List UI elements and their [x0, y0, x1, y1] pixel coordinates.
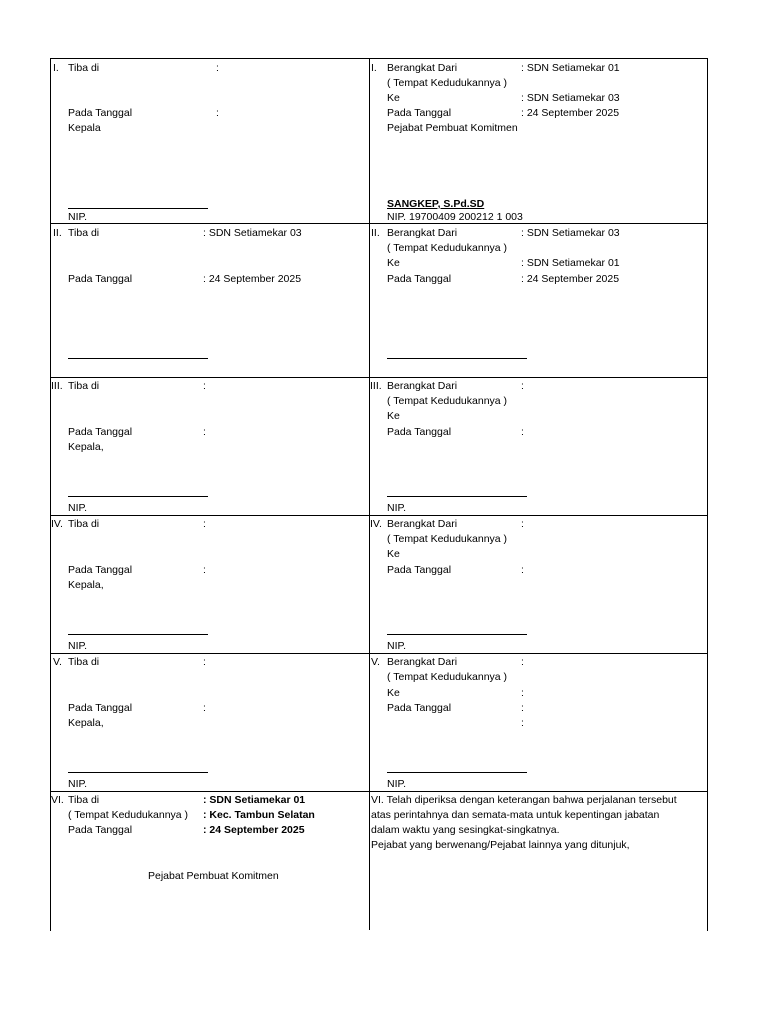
- s5-right-nip: NIP.: [387, 778, 407, 790]
- s4-from-label: Berangkat Dari: [387, 518, 458, 530]
- s4-right-signature-line: [387, 634, 527, 635]
- s4-date-colon: :: [203, 564, 206, 576]
- s5-date-label: Pada Tanggal: [68, 702, 133, 714]
- s1-right-number: I.: [371, 62, 377, 74]
- s5-right-signature-line: [387, 772, 527, 773]
- s3-to-label: Ke: [387, 410, 400, 422]
- s4-arrive-colon: :: [203, 518, 206, 530]
- s2-right-signature-line: [387, 358, 527, 359]
- s6-verification-line-3: dalam waktu yang sesingkat-singkatnya.: [371, 824, 560, 836]
- s3-date-label: Pada Tanggal: [68, 426, 133, 438]
- s2-seat-label: ( Tempat Kedudukannya ): [387, 242, 508, 254]
- s5-left-nip: NIP.: [68, 778, 88, 790]
- s4-right-date-label: Pada Tanggal: [387, 564, 452, 576]
- s1-right-date-label: Pada Tanggal: [387, 107, 452, 119]
- s4-right-nip: NIP.: [387, 640, 407, 652]
- s4-arrive-label: Tiba di: [68, 518, 100, 530]
- s3-left-nip: NIP.: [68, 502, 88, 514]
- s1-left-nip: NIP.: [68, 211, 88, 223]
- s2-arrive-label: Tiba di: [68, 227, 100, 239]
- s5-from-colon: :: [521, 656, 524, 668]
- s2-from-value: : SDN Setiamekar 03: [521, 227, 620, 239]
- s6-verification-line-4: Pejabat yang berwenang/Pejabat lainnya yang ditunjuk,: [371, 839, 630, 851]
- s6-arrive-label: Tiba di: [68, 794, 100, 806]
- s1-signer-name: SANGKEP, S.Pd.SD: [387, 198, 485, 210]
- s2-right-number: II.: [371, 227, 380, 239]
- s4-from-colon: :: [521, 518, 524, 530]
- s3-from-colon: :: [521, 380, 524, 392]
- s3-head-label: Kepala,: [68, 441, 104, 453]
- s3-right-date-label: Pada Tanggal: [387, 426, 452, 438]
- s6-verification-line-2: atas perintahnya dan semata-mata untuk kepentingan jabatan: [371, 809, 660, 821]
- s6-seat-label: ( Tempat Kedudukannya ): [68, 809, 189, 821]
- s1-officer-label: Pejabat Pembuat Komitmen: [387, 122, 518, 134]
- s2-right-date-value: : 24 September 2025: [521, 273, 620, 285]
- s3-from-label: Berangkat Dari: [387, 380, 458, 392]
- s5-right-number: V.: [371, 656, 380, 668]
- s1-to-label: Ke: [387, 92, 400, 104]
- s5-to-label: Ke: [387, 687, 400, 699]
- s2-right-date-label: Pada Tanggal: [387, 273, 452, 285]
- s2-left-signature-line: [68, 358, 208, 359]
- row-divider-4: [50, 653, 707, 654]
- s5-from-label: Berangkat Dari: [387, 656, 458, 668]
- s5-head-label: Kepala,: [68, 717, 104, 729]
- s1-date-label: Pada Tanggal: [68, 107, 133, 119]
- s4-date-label: Pada Tanggal: [68, 564, 133, 576]
- s6-arrive-value: : SDN Setiamekar 01: [203, 794, 306, 806]
- s2-left-number: II.: [53, 227, 62, 239]
- s5-left-signature-line: [68, 772, 208, 773]
- s5-seat-label: ( Tempat Kedudukannya ): [387, 671, 508, 683]
- s1-date-colon: :: [216, 107, 219, 119]
- s6-left-number: VI.: [51, 794, 64, 806]
- s4-left-number: IV.: [51, 518, 63, 530]
- s5-to-colon: :: [521, 687, 524, 699]
- s4-head-label: Kepala,: [68, 579, 104, 591]
- s5-right-date-label: Pada Tanggal: [387, 702, 452, 714]
- s3-seat-label: ( Tempat Kedudukannya ): [387, 395, 508, 407]
- s1-arrive-colon: :: [216, 62, 219, 74]
- s1-head-label: Kepala: [68, 122, 101, 134]
- s2-date-value: : 24 September 2025: [203, 273, 302, 285]
- s4-right-date-colon: :: [521, 564, 524, 576]
- s4-right-number: IV.: [370, 518, 382, 530]
- s3-right-signature-line: [387, 496, 527, 497]
- s1-left-number: I.: [53, 62, 59, 74]
- s3-date-colon: :: [203, 426, 206, 438]
- s6-date-value: : 24 September 2025: [203, 824, 305, 836]
- s1-left-signature-line: [68, 208, 208, 209]
- s1-from-value: : SDN Setiamekar 01: [521, 62, 620, 74]
- s1-to-value: : SDN Setiamekar 03: [521, 92, 620, 104]
- s2-from-label: Berangkat Dari: [387, 227, 458, 239]
- s2-to-label: Ke: [387, 257, 400, 269]
- s3-right-date-colon: :: [521, 426, 524, 438]
- s1-from-label: Berangkat Dari: [387, 62, 458, 74]
- s3-right-number: III.: [370, 380, 382, 392]
- s5-arrive-colon: :: [203, 656, 206, 668]
- s6-date-label: Pada Tanggal: [68, 824, 133, 836]
- s5-arrive-label: Tiba di: [68, 656, 100, 668]
- s3-left-number: III.: [51, 380, 63, 392]
- s5-left-number: V.: [53, 656, 62, 668]
- s3-left-signature-line: [68, 496, 208, 497]
- s2-arrive-value: : SDN Setiamekar 03: [203, 227, 302, 239]
- s5-right-date-colon: :: [521, 702, 524, 714]
- s1-arrive-label: Tiba di: [68, 62, 100, 74]
- s3-arrive-colon: :: [203, 380, 206, 392]
- s4-left-nip: NIP.: [68, 640, 88, 652]
- s2-to-value: : SDN Setiamekar 01: [521, 257, 620, 269]
- s4-left-signature-line: [68, 634, 208, 635]
- s2-date-label: Pada Tanggal: [68, 273, 133, 285]
- s4-to-label: Ke: [387, 548, 400, 560]
- row-divider-3: [50, 515, 707, 516]
- s3-arrive-label: Tiba di: [68, 380, 100, 392]
- s5-extra-colon: :: [521, 717, 524, 729]
- s6-officer-label: Pejabat Pembuat Komitmen: [148, 870, 279, 882]
- s3-right-nip: NIP.: [387, 502, 407, 514]
- s4-seat-label: ( Tempat Kedudukannya ): [387, 533, 508, 545]
- s1-right-date-value: : 24 September 2025: [521, 107, 620, 119]
- row-divider-5: [50, 791, 707, 792]
- s1-seat-label: ( Tempat Kedudukannya ): [387, 77, 508, 89]
- column-divider: [369, 58, 370, 930]
- s6-verification-line-1: VI. Telah diperiksa dengan keterangan bahwa perjalanan tersebut: [371, 794, 677, 806]
- row-divider-2: [50, 377, 707, 378]
- row-divider-1: [50, 223, 707, 224]
- s1-signer-nip: NIP. 19700409 200212 1 003: [387, 211, 523, 223]
- s5-date-colon: :: [203, 702, 206, 714]
- s6-seat-value: : Kec. Tambun Selatan: [203, 809, 315, 821]
